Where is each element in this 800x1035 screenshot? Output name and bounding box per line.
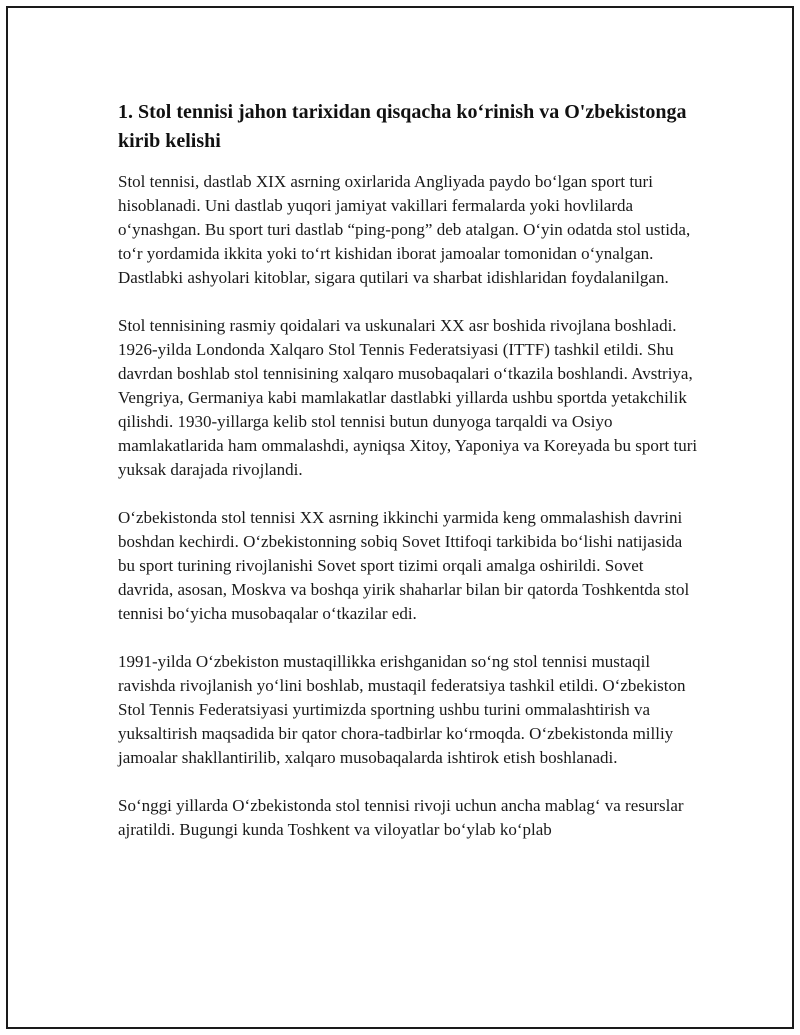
- section-heading: 1. Stol tennisi jahon tarixidan qisqacha koʻrinish va O'zbekistonga kirib kelishi: [118, 101, 687, 152]
- paragraph-recent-years: Soʻnggi yillarda Oʻzbekistonda stol tennisi rivoji uchun ancha mablagʻ va resurslar ajratildi. Bugungi kunda Toshkent va viloyatlar boʻylab koʻplab: [118, 796, 684, 839]
- document-body: [118, 98, 698, 866]
- paragraph-ittf: Stol tennisining rasmiy qoidalari va uskunalari XX asr boshida rivojlana boshladi. 1926-yilda Londonda Xalqaro Stol Tennis Federatsiyasi (ITTF) tashkil etildi. Shu davrdan boshlab stol tennisining xalqaro musobaqalari oʻtkazila boshlandi. Avstriya, Vengriya, Germaniya kabi mamlakatlar dastlabki yillarda ushbu sportda yetakchilik qilishdi. 1930-yillarga kelib stol tennisi butun dunyoga tarqaldi va Osiyo mamlakatlarida ham ommalashdi, ayniqsa Xitoy, Yaponiya va Koreyada bu sport turi yuksak darajada rivojlandi.: [118, 316, 698, 479]
- paragraph-independence: 1991-yilda Oʻzbekiston mustaqillikka erishganidan soʻng stol tennisi mustaqil ravishda rivojlanish yoʻlini boshlab, mustaqil federatsiya tashkil etildi. Oʻzbekiston Stol Tennis Federatsiyasi yurtimizda sportning ushbu turini ommalashtirish va yuksaltirish maqsadida bir qator chora-tadbirlar koʻrmoqda. Oʻzbekistonda milliy jamoalar shakllantirilib, xalqaro musobaqalarda ishtirok etish boshlanadi.: [118, 652, 686, 767]
- paragraph-soviet-era: Oʻzbekistonda stol tennisi XX asrning ikkinchi yarmida keng ommalashish davrini boshdan kechirdi. Oʻzbekistonning sobiq Sovet Ittifoqi tarkibida boʻlishi natijasida bu sport turining rivojlanishi Sovet sport tizimi orqali amalga oshirildi. Sovet davrida, asosan, Moskva va boshqa yirik shaharlar bilan bir qatorda Toshkentda stol tennisi boʻyicha musobaqalar oʻtkazilar edi.: [118, 508, 690, 623]
- document-page: [6, 6, 794, 1029]
- paragraph-origins: Stol tennisi, dastlab XIX asrning oxirlarida Angliyada paydo boʻlgan sport turi hisoblanadi. Uni dastlab yuqori jamiyat vakillari fermalarda yoki hovlilarda oʻynashgan. Bu sport turi dastlab “ping-pong” deb atalgan. Oʻyin odatda stol ustida, toʻr yordamida ikkita yoki toʻrt kishidan iborat jamoalar tomonidan oʻynalgan. Dastlabki ashyolari kitoblar, sigara qutilari va sharbat idishlaridan foydalanilgan.: [118, 172, 691, 287]
